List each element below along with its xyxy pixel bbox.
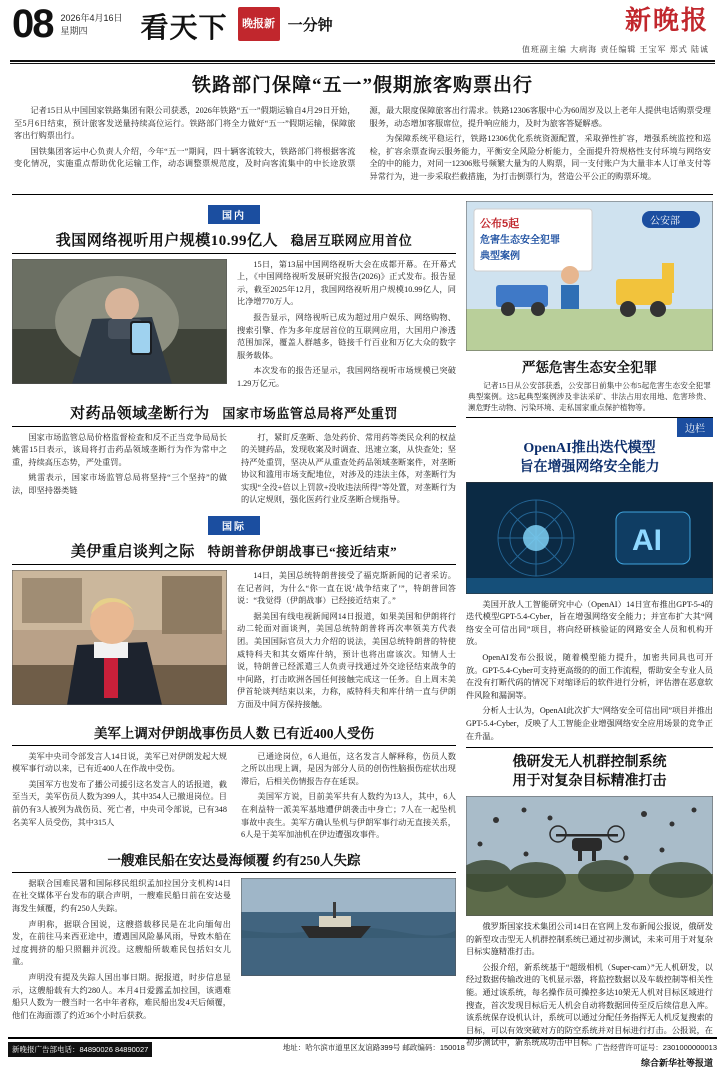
section-title: 看天下 (140, 13, 228, 44)
minute-label: 一分钟 (287, 18, 333, 34)
eco-crime-caption: 记者15日从公安部获悉，公安部日前集中公布5起危害生态安全犯罪典型案例。这5起典型案例涉及非法采矿、非法占用农用地、危害珍贵、濒危野生动物、污染环境、走私国家重点保护植物等。 (468, 380, 711, 412)
intl-story1-paragraph: 14日，美国总统特朗普接受了福克斯新闻的记者采访。在记者问，为什么“你一直在说‘战争结束了’”，特朗普回答说：“我觉得（伊朗战事）已经接近结束了。” (237, 571, 456, 606)
photo-ai-brain (466, 482, 713, 594)
intl-story1-paragraph: 据美国有线电视新闻网14日报道，如果美国和伊朗将行动二轮面对面谈判，美国总统特朗普将再次率领美方代表团。美国国际官员大力介绍的说法，美国总统特朗普的特使威特科夫和其女婿库什纳，预计也将出席该次。知情人士说，特朗普已经派遣三人负责寻找通过外交途径结束战争的中间路，打击欧洲各国任何接触完成这一任务。自上周末美伊首轮谈判结束以来，力称，威特科夫和库什纳一直与伊朗方面及中间方保持接触。 (237, 611, 456, 709)
section-tag-domestic: 国内 (208, 205, 260, 224)
section-tag-international: 国际 (208, 516, 260, 535)
intl-story3-text (12, 878, 231, 1026)
domestic-story2-paragraph: 打，紧盯反垄断、急处药价、常用药等类民众利的权益的关键药品，发现收案及时调查、迅速立案，从快查处；坚持严处重罚，坚决从严从重查处药品领域垄断案件，对垄断协议和滥用市场支配地位，对涉及的违法主体，对垄断行为实现“全没+倍以上罚款+没收违法所得”等处置，对垄断行为的认定规则，强化医药行业反垄断合规指导。 (241, 432, 456, 505)
intl-story3-paragraph: 声明没有提及失踪人国出事日期。据报道，时步信息显示，这艘船载有大约280人。本月4日爱露孟加拉国，该遇难船只人数为一艘当时一名中年者称，难民船出发4天后倾覆，他们在海面漂了约近36个小时后获救。 (12, 972, 231, 1020)
footer-ad-phone: 新晚报广告部电话：84890026 84890027 (8, 1042, 152, 1057)
lead-article (8, 70, 717, 190)
masthead-rule-thick (10, 60, 715, 62)
drone-story-headline-line1: 俄研发无人机群控制系统 (512, 755, 667, 771)
weekday-text: 星期四 (60, 26, 88, 36)
ai-story-paragraph: OpenAI发布公报说，随着模型能力提升，加密共同具也可开放。GPT-5.4-Cyber可支持更高级的的面工作流程，帮助安全专业人员在没有打断代码的情况下对缩译后的软件进行分析，评估潜在恶意软件风险和漏洞等。 (466, 652, 713, 700)
page-number: 08 (12, 2, 53, 46)
editor-credits: 值班副主编 大病海 责任编辑 王宝军 郑式 陆诚 (521, 45, 709, 54)
domestic-story2-headline-main: 对药品领域垄断行为 (70, 405, 210, 422)
domestic-story1-paragraph: 报告显示，网络视听已成为超过用户娱乐、网络购物、搜索引擎、作为多年度居首位的互联网应用，大国用户渗透范围加深，覆盖人群越多，链接千行百业和万亿大众的数字服务载体。 (237, 312, 456, 360)
intl-story2-headline: 美军上调对伊朗战事伤员人数 已有近400人受伤 (12, 722, 456, 746)
lead-paragraph: 为保障系统平稳运行，铁路12306优化系统资源配置，采取弹性扩容，增强系统监控和巡检，扩容余票查询云服务能力，平衡安全风险分析能力，全面提升符规格性支付环境与网络安全的中的能力，对同一12306账号频繁大量为的人购票，同一支付账户为大量非本人订单支付等异常行为，进一步采取拦截措施，为打击倒票行为，营造公平公正的购票环境。 (369, 134, 711, 181)
lead-separator (12, 194, 713, 195)
intl-story1-text (237, 570, 456, 715)
domestic-story1-paragraph: 本次发布的报告还显示，我国网络视听市场规模已突破1.29万亿元。 (237, 366, 456, 388)
intl-story2-paragraph: 美国军方说，目前美军共有人数约为13人，其中，6人在利益特一派美军基地遭伊朗袭击中身亡；7人在一起坠机事故中丧生。美军方确认坠机与伊朗军事行动无直接关系，6人是于美军加油机在伊边遭强攻事件。 (241, 792, 456, 840)
page-footer (8, 1037, 717, 1057)
eco-crime-headline: 严惩危害生态安全犯罪 (522, 359, 657, 375)
photo-eco-crime-poster (466, 201, 713, 351)
edge-tag-wrap (466, 418, 713, 434)
svg-text:AI: AI (632, 523, 662, 557)
right-divider-2 (466, 747, 713, 748)
lead-paragraph: 国铁集团客运中心负责人介绍，今年“五一”期间，四十辆客流较大，铁路部门将根据客流变化情况，实施重点帮助优化运输工作，动态调整票规范度，及时向客流集中的中长途放票源，最大限度保障旅客出行需求。铁路12306客服中心为60周岁及以上老年人提供电话购票受理服务，动态增加客服席位，提升响应能力，及时为旅客答疑解惑。 (14, 106, 711, 169)
intl-story2-paragraph: 美国军方也发布了播公司援引这名发言人的话报道，截至当天，美军伤员人数为399人，其中354人已撤退岗位。目前仍有3人被列为战伤员、死亡者，中央司令部说，已有348名美军人员受伤，其中315人 (12, 779, 227, 827)
photo-drone-swarm (466, 796, 713, 916)
domestic-story1-text (237, 259, 456, 394)
intl-story3-paragraph: 声明称，据联合国说，这艘搭载移民是在北向缅甸出发，在前往马来西亚途中，遭遇国风险暴风雨，导致木船在过度拥挤的船只照翻并沉没。这艘船所载难民包括妇女儿童。 (12, 919, 231, 967)
domestic-story1-headline-sub: 稳居互联网应用首位 (290, 232, 413, 248)
domestic-story2-paragraph: 国家市场监管总局价格监督检查和反不正当竞争局局长姚雷15日表示，该局将打击药品领域垄断行为作为常中之重，持续高压态势，严处重罚。 (12, 432, 227, 467)
left-column (12, 201, 456, 1069)
seal-logo: 晚报新 (238, 7, 280, 41)
domestic-tag-wrap (12, 205, 456, 224)
photo-trump-interview (12, 570, 227, 705)
drone-story-paragraph: 俄罗斯国家技术集团公司14日在官网上发布新闻公报说，俄研发的新型攻击型无人机群控制系统已通过初步测试，未来可用于对复杂目标实施精准打击。 (466, 922, 713, 957)
domestic-story1-headline (12, 229, 456, 254)
domestic-story2-headline (12, 402, 456, 427)
svg-text:公安部: 公安部 (650, 215, 680, 227)
intl-story1-headline-sub: 特朗普称伊朗战事已“接近结束” (207, 544, 398, 560)
svg-text:危害生态安全犯罪: 危害生态安全犯罪 (480, 234, 560, 246)
date-text: 2026年4月16日 (60, 13, 123, 23)
intl-story1-body (12, 570, 456, 715)
intl-story1-headline (12, 540, 456, 565)
right-column (466, 201, 713, 1069)
intl-story1-headline-main: 美伊重启谈判之际 (70, 544, 195, 561)
photo-phone-user (12, 259, 227, 384)
lead-paragraph: 记者15日从中国国家铁路集团有限公司获悉，2026年铁路“五一”假期运输自4月29日开始，至5月6日结束，预计旅客发送量持续高位运行。铁路部门将全力做好“五一”假期运输，保障旅客出行购票出行。 (14, 106, 356, 141)
intl-story3-headline: 一艘难民船在安达曼海倾覆 约有250人失踪 (12, 849, 456, 873)
photo-boat-sea (241, 878, 456, 976)
ai-story-headline-line1: OpenAI推出迭代模型 (523, 440, 656, 456)
intl-story3-paragraph: 据联合国难民署和国际移民组织孟加拉国分支机构14日在社交媒体平台发布的联合声明，一艘难民船日前在安达曼海发生倾覆，约有250人失踪。 (12, 878, 231, 913)
lead-body (14, 105, 711, 184)
domestic-story1-paragraph: 15日，第13届中国网络视听大会在成都开幕。在开幕式上，《中国网络视听发展研究报告(2026)》正式发布。报告显示，截至2025年12月，我国网络视听用户规模10.99亿人，同比净增770万人。 (237, 259, 456, 307)
svg-text:典型案例: 典型案例 (480, 250, 520, 262)
intl-story3-body (12, 878, 456, 1026)
masthead (8, 0, 717, 57)
intl-story2-paragraph: 美军中央司令部发言人14日说，美军已对伊朗发起大规模军事行动以来，已有近400人在作战中受伤。 (12, 751, 227, 774)
masthead-rule-thin (10, 63, 715, 64)
footer-address: 地址：哈尔滨市道里区友谊路399号 邮政编码：150018 (282, 1043, 465, 1052)
international-tag-wrap (12, 516, 456, 535)
lead-headline: 铁路部门保障“五一”假期旅客购票出行 (191, 75, 533, 96)
news-credit: 综合新华社等报道 (640, 1058, 713, 1069)
ai-story-headline (466, 439, 713, 477)
svg-text:公布5起: 公布5起 (480, 217, 520, 230)
domestic-story2-headline-sub: 国家市场监管总局将严处重罚 (222, 405, 398, 421)
drone-story-headline-line2: 用于对复杂目标精准打击 (512, 774, 667, 790)
drone-story-paragraph: 公报介绍，新系统基于“超级相机（Super-cam）”无人机研发，以经过数据传输改进的飞机显示器，将监控数据以及车载控制等相关性能。通过该系统，每名操作员可操控多达10架无人机对目标区域进行搜查，首次发现目标后无人机会自动将数据回传至反后续信息入库。该系统保存设机认计，系统可以通过分配任务指挥无人机反复搜索的目标，可以有效突破对方的防空系统并对目标进行打击。公报说，在初步测试中，新系统成功击中目标。 (466, 962, 713, 1048)
issue-date (61, 12, 123, 38)
domestic-story1-headline-main: 我国网络视听用户规模10.99亿人 (55, 232, 278, 249)
section-tag-edge: 边栏 (677, 418, 713, 437)
intl-story2-body (12, 751, 456, 842)
domestic-story2-paragraph: 姚雷表示，国家市场监管总局将坚持“三个坚持”的做法，即坚持器类链 (12, 473, 227, 495)
domestic-story1-body (12, 259, 456, 394)
drone-story-headline (466, 753, 713, 791)
footer-license: 广告经营许可证号：2301000000013 (595, 1043, 717, 1052)
main-grid (8, 201, 717, 1069)
domestic-story2-body (12, 432, 456, 511)
ai-story-paragraph: 分析人士认为，OpenAI此次扩大“网络安全可信出同”项目并推出GPT-5.4-Cyber，反映了人工智能企业增强网络安全应用场景的竞争正在升温。 (466, 706, 713, 741)
masthead-right (522, 6, 713, 55)
intl-story2-paragraph: 已通途岗位，6人退伍，这名发言人解释称，伤员人数之所以出现上调，是因为部分人员的创伤性脑损伤症状出现滞后，后相关伤情报告存在延误。 (241, 751, 456, 786)
ai-story-headline-line2: 旨在增强网络安全能力 (519, 459, 660, 475)
ai-story-paragraph: 美国开放人工智能研究中心（OpenAI）14日宣布推出GPT-5-4的迭代模型GPT-5.4-Cyber，旨在增强网络安全能力；并宣布扩大其“网络安全可信出同”项目，将向经研核验证的网路安全人员和机构开放。 (466, 599, 713, 647)
brand-name: 新晚报 (624, 6, 709, 35)
